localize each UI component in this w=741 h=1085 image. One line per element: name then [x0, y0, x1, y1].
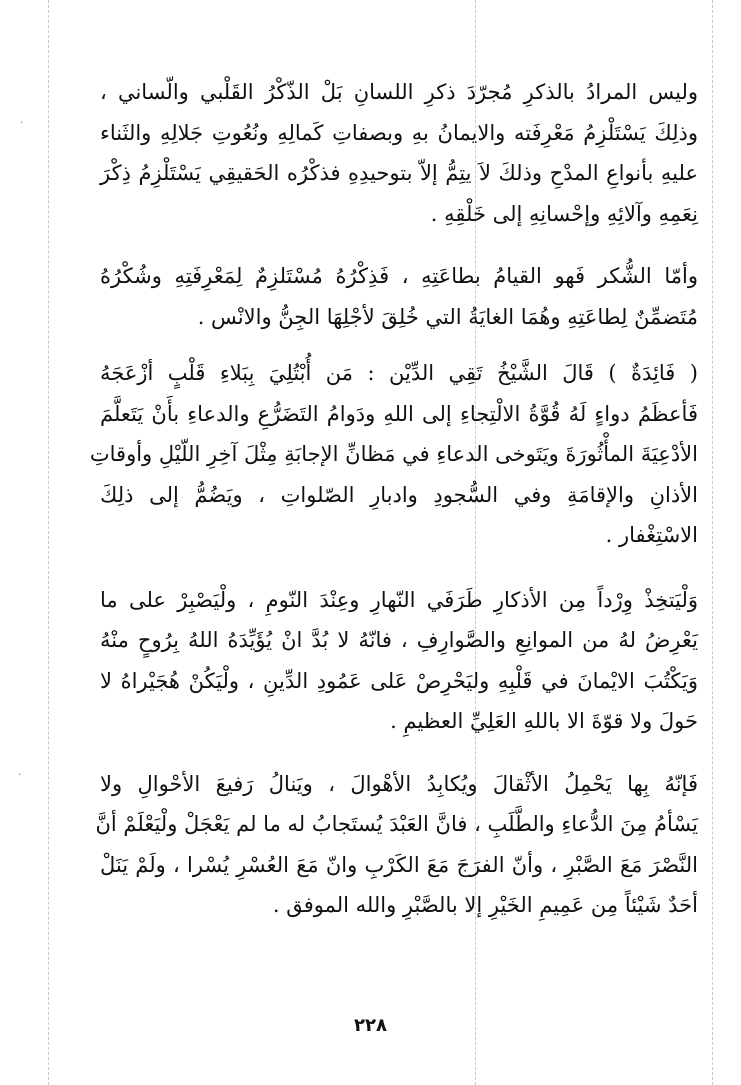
text-line: وذلِكَ يَسْتَلْزِمُ مَعْرِفَته والايمانُ بهِ وبصفاتِ كَمالِهِ ونُعُوتِ جَلالِهِ والثَناء	[100, 120, 698, 145]
paragraph	[100, 256, 698, 337]
paragraph	[100, 72, 698, 234]
text-line: وَلْيَتخِذْ وِرْداً مِن الأذكارِ طَرَفَي النّهارِ وعِنْدَ النّومِ ، ولْيَصْبِرْ على ما	[100, 587, 698, 612]
text-line: وليس المرادُ بالذكرِ مُجرّدَ ذكرِ اللسانِ بَلْ الذّكْرُ القَلْبي والّساني ،	[100, 80, 698, 104]
text-line: مُتَضمِّنٌ لِطاعَتِهِ وهُمَا الغايَةُ التي خُلِقَ لأجْلِهَا الجِنُّ والانْس .	[197, 304, 698, 329]
paragraph	[100, 580, 698, 742]
text-line: وَيَكْتُبَ الايْمانَ في قَلْبِهِ وليَحْرِصْ عَلى عَمُودِ الدِّينِ ، ولْيَكُنْ هُجَيْراهُ لا	[100, 668, 698, 693]
text-line: نِعَمِهِ وآلائِهِ وإحْسانِهِ إلى خَلْقِهِ .	[430, 201, 698, 226]
paragraph	[89, 353, 698, 556]
text-line: حَولَ ولا قوّةَ الا باللهِ العَلِيِّ العظيمِ .	[390, 709, 698, 733]
text-line: النَّصْرَ مَعَ الصَّبْرِ ، وأنّ الفرَجَ مَعَ الكَرْبِ وانّ مَعَ العُسْرِ يُسْرا ، ولَمْ يَنَلْ	[100, 852, 698, 877]
text-line: الاسْتِغْفار .	[605, 523, 698, 547]
scan-speck: ·	[20, 118, 24, 129]
scan-fold-line-right	[712, 0, 713, 1085]
text-line: فَأعظَمُ دواءٍ لَهُ قُوَّةُ الالْتِجاءِ إلى اللهِ ودَوامُ التَضَرُّعِ والدعاءِ بأَنْ يَتَعلَّمَ	[100, 401, 698, 426]
text-line: وأمّا الشُّكر فَهو القيامُ بطاعَتِهِ ، فَذِكْرُهُ مُسْتَلزِمٌ لِمَعْرِفَتِهِ وشُكْرُهُ	[100, 264, 698, 288]
text-line: الأدْعِيَةَ المأْثُورَةَ ويَتَوخى الدعاءِ في مَظانِّ الإجابَةِ مِثْلَ آخِرِ اللّيْلِ وأوقاتِ	[89, 442, 698, 466]
text-line: الأذانِ والإقامَةِ وفي السُّجودِ وادبارِ الصّلواتِ ، ويَضُمُّ إلى ذلِكَ	[100, 482, 698, 507]
page-body	[89, 72, 698, 926]
page-number: ٢٢٨	[354, 1015, 387, 1036]
scan-speck: ·	[18, 770, 22, 781]
text-line: ( فَائِدَةٌ ) قَالَ الشَّيْخُ تَقِي الدِّيْن : مَن أُبْتُلِيَ بِبَلاءِ قَلْبٍ أزْعَجَهُ	[100, 361, 698, 385]
scan-fold-line-left	[48, 0, 49, 1085]
text-line: يَسْأمُ مِنَ الدُّعاءِ والطَّلَبِ ، فانَّ العَبْدَ يُستَجابُ له ما لم يَعْجَلْ ولْيَعْلَمْ أنَّ	[95, 812, 698, 836]
text-line: يَعْرِضُ لهُ من الموانِعِ والصَّوارِفِ ، فانّهُ لا بُدَّ انْ يُؤَيِّدَهُ اللهُ بِرُوحٍ منْهُ	[100, 628, 698, 652]
text-line: عليهِ بأنواعِ المدْحِ وذلكَ لاَ يتِمُّ إلاّ بتوحيدِهِ فذكْرُه الحَقيقِي يَسْتَلْزِمُ ذِكْرَ	[100, 161, 698, 185]
text-line: أحَدٌ شَيْئاً مِن عَمِيمِ الخَيْرِ إلا بالصَّبْرِ والله الموفق .	[272, 893, 698, 917]
paragraph	[95, 764, 698, 926]
text-line: فَإنّهُ بِها يَحْمِلُ الأثْقالَ ويُكابِدُ الأهْوالَ ، ويَنالُ رَفيعَ الأحْوالِ ولا	[100, 771, 698, 796]
